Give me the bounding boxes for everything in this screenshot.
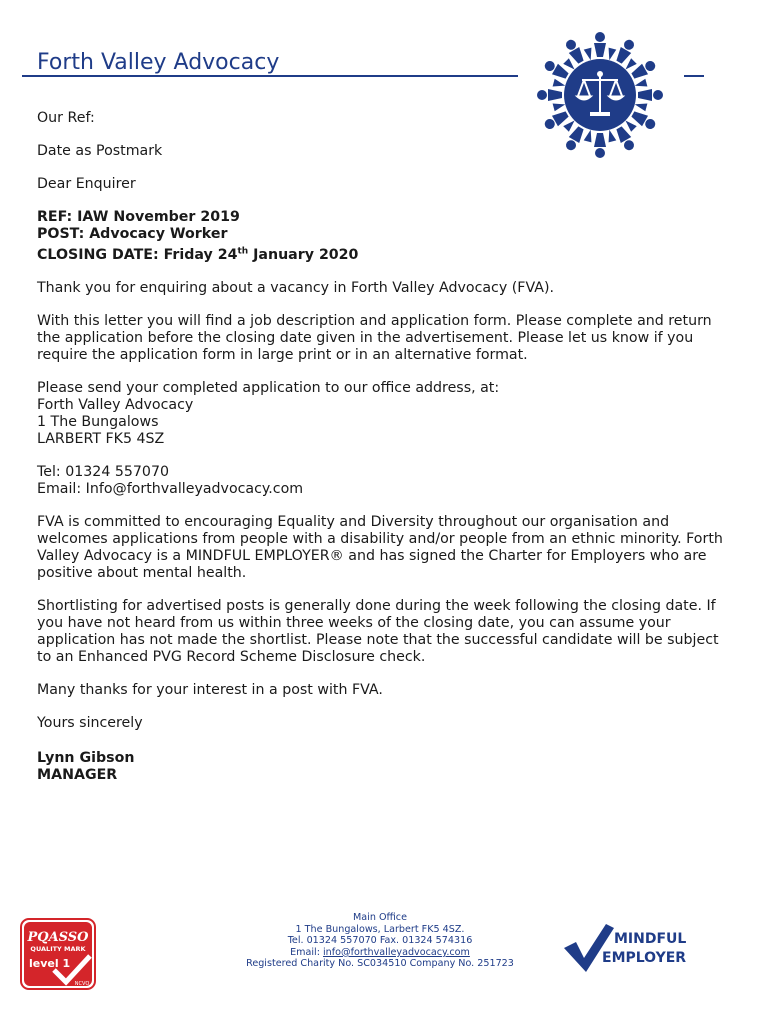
pqasso-ncvo: NCVO — [74, 981, 90, 987]
address-line: LARBERT FK5 4SZ — [37, 430, 165, 447]
pqasso-title: PQASSO — [27, 930, 89, 945]
signoff: Yours sincerely — [37, 714, 143, 731]
paragraph-equality: FVA is committed to encouraging Equality and Diversity throughout our organisation and welcomes applications from people with a disability and/or people from an ethnic minority. Forth Valley Advocacy is a MINDFUL EMPLOYER® and has signed the Charter for Employers who are positive about mental health. — [37, 513, 723, 581]
mindful-line2: EMPLOYER — [602, 950, 687, 966]
our-ref: Our Ref: — [37, 110, 95, 126]
address-intro: Please send your completed application to our office address, at: — [37, 379, 500, 396]
pqasso-level: level 1 — [29, 957, 71, 970]
date-line: Date as Postmark — [37, 143, 163, 159]
header-rule-right — [684, 75, 704, 77]
signatory-name: Lynn Gibson — [37, 749, 135, 766]
paragraph-shortlisting: Shortlisting for advertised posts is generally done during the week following the closing date. If you have not heard from us within three weeks of the closing date, you can assume your application has not made the shortlist. Please note that the successful candidate will be subject to an Enhanced PVG Record Scheme Disclosure check. — [37, 597, 719, 665]
footer-email-line: Email: info@forthvalleyadvocacy.com — [290, 946, 470, 958]
pqasso-subtitle: QUALITY MARK — [30, 945, 86, 953]
org-title: Forth Valley Advocacy — [37, 50, 280, 75]
paragraph-enclosures: With this letter you will find a job description and application form. Please complete and return the application before the closing date given in the advertisement. Please let us know if you require the application form in large print or in an alternative format. — [37, 312, 712, 363]
signature-block — [37, 750, 737, 784]
pqasso-quality-mark-badge — [20, 918, 96, 990]
closing-date: CLOSING DATE: Friday 24th January 2020 — [37, 246, 359, 263]
mindful-employer-badge — [562, 920, 692, 976]
footer-email-link[interactable]: info@forthvalleyadvocacy.com — [323, 946, 470, 958]
reference-block — [37, 209, 737, 264]
footer-address: 1 The Bungalows, Larbert FK5 4SZ. — [295, 923, 465, 935]
paragraph-closing-thanks: Many thanks for your interest in a post with FVA. — [37, 681, 383, 698]
contact-block — [37, 464, 737, 498]
footer-registration: Registered Charity No. SC034510 Company No. 251723 — [246, 958, 514, 970]
email-line: Email: Info@forthvalleyadvocacy.com — [37, 480, 304, 497]
header-rule — [22, 75, 518, 77]
address-line: Forth Valley Advocacy — [37, 396, 194, 413]
tel-line: Tel: 01324 557070 — [37, 463, 170, 480]
address-line: 1 The Bungalows — [37, 413, 159, 430]
signatory-title: MANAGER — [37, 766, 118, 783]
footer-main-office: Main Office — [353, 912, 407, 923]
paragraph-thanks: Thank you for enquiring about a vacancy in Forth Valley Advocacy (FVA). — [37, 279, 555, 296]
footer-phone-fax: Tel. 01324 557070 Fax. 01324 574316 — [287, 935, 473, 947]
ref-line: REF: IAW November 2019 — [37, 209, 240, 225]
address-block — [37, 380, 737, 448]
post-line: POST: Advocacy Worker — [37, 226, 228, 242]
letter-body — [37, 110, 737, 800]
footer-contact — [220, 912, 540, 970]
salutation: Dear Enquirer — [37, 176, 136, 192]
mindful-line1: MINDFUL — [614, 931, 687, 947]
